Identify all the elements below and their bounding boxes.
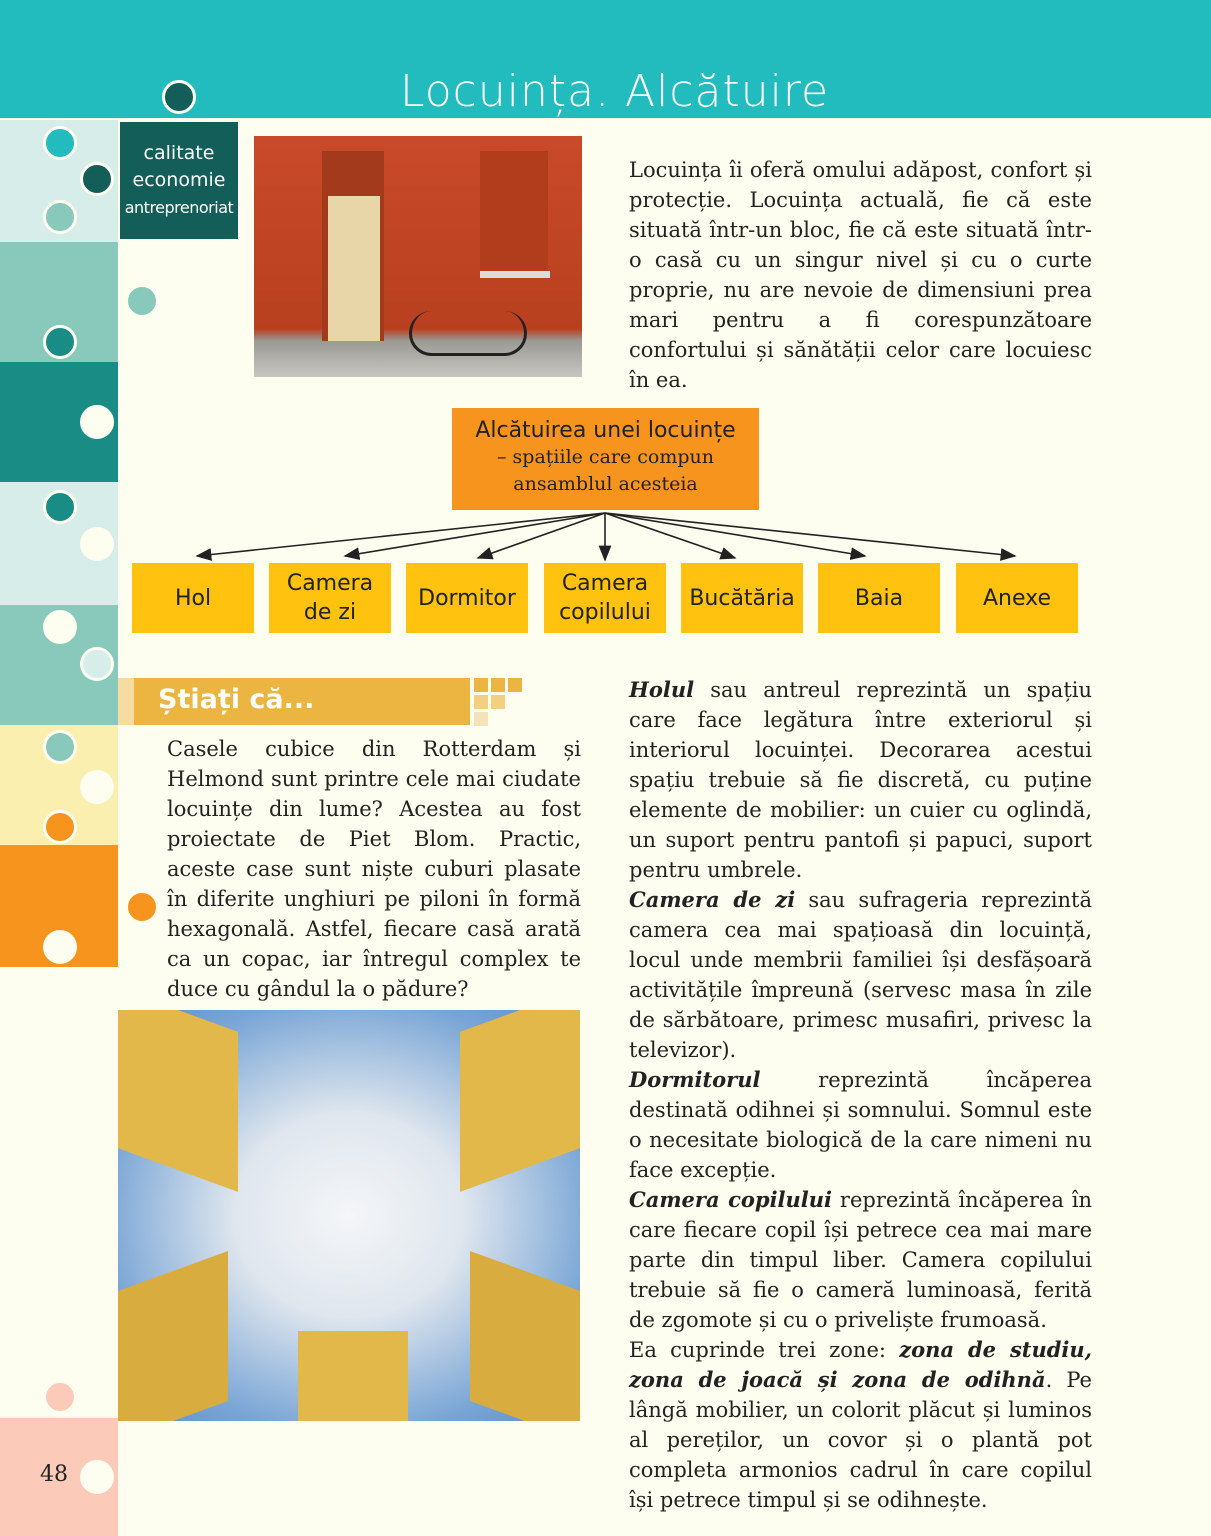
dormitor-text: reprezintă încăperea destinată odihnei și somnului. Somnul este o necesitate biologică de la care nimeni nu face excepție. (629, 1068, 1092, 1182)
camera-de-zi-text: sau sufrageria reprezintă camera cea mai spațioasă din locuință, locul unde membrii familiei își desfășoară activitățile împreună (servesc masa în zile de sărbătoare, primesc musafiri, privesc la televizor). (629, 888, 1092, 1062)
did-you-know-heading: Știați că... (158, 684, 315, 715)
diagram-subtitle-1: – spațiile care compun (497, 446, 714, 468)
room-bucataria (681, 563, 803, 633)
room-camera-de-zi (269, 563, 391, 633)
room-hol (132, 563, 254, 633)
room-label: Anexe (982, 585, 1052, 611)
tag-antreprenoriat: antreprenoriat (124, 198, 234, 217)
term-hol: Holul (629, 677, 695, 702)
page-number: 48 (40, 1462, 68, 1487)
room-anexe (956, 563, 1078, 633)
tag-calitate: calitate (143, 142, 215, 164)
cube-houses-photo (118, 1010, 580, 1421)
page-title: Locuința. Alcătuire (400, 66, 830, 117)
room-camera-copilului (544, 563, 666, 633)
diagram-root-box (452, 408, 759, 510)
room-label: Camera (561, 571, 649, 596)
rooms-description (629, 675, 1092, 1515)
zone-text: . Pe lângă mobilier, un colorit plăcut și luminos al pereților, un covor și o plantă pot completa armonios cadrul în care copilul își petrece timpul și se odihnește. (629, 1368, 1092, 1512)
intro-paragraph: Locuința îi oferă omului adăpost, confort și protecție. Locuința actuală, fie că este situată într-un bloc, fie că este situată într-o casă cu un singur nivel și cu o curte proprie, nu are nevoie de dimensiuni prea mari pentru a fi corespunzătoare confortului și sănătății celor care locuiesc în ea. (629, 158, 1092, 392)
room-label: copilului (559, 600, 651, 625)
tag-economie: economie (132, 169, 226, 191)
did-you-know-text: Casele cubice din Rotterdam și Helmond sunt printre cele mai ciudate locuințe din lume? Acestea au fost proiectate de Piet Blom. Practic, aceste case sunt niște cuburi plasate în diferite unghiuri pe piloni în formă hexagonală. Astfel, fiecare casă arată ca un copac, iar întregul complex te duce cu gândul la o pădure? (167, 737, 581, 1001)
camera-copilului-text: reprezintă încăperea în care fiecare copil își petrece cea mai mare parte din timpul liber. Camera copilului trebuie să fie o cameră luminoasă, ferită de zgomote și cu o priveliște frumoasă. (629, 1188, 1092, 1332)
diagram-subtitle-2: ansamblul acesteia (513, 473, 698, 495)
room-label: Hol (174, 585, 212, 611)
term-dormitor: Dormitorul (629, 1067, 761, 1092)
hol-text: sau antreul reprezintă un spațiu care face legătura între exteriorul și interiorul locuinței. Decorarea acestui spațiu trebuie să fie discretă, cu puține elemente de mobilier: un cuier cu oglindă, un suport pentru pantofi și papuci, suport pentru umbrele. (629, 678, 1092, 882)
room-label: Bucătăria (689, 585, 795, 611)
room-label: de zi (303, 600, 357, 625)
room-baia (818, 563, 940, 633)
term-camera-copilului: Camera copilului (629, 1187, 833, 1212)
room-dormitor (406, 563, 528, 633)
room-label: Dormitor (418, 585, 516, 611)
did-you-know-banner (118, 678, 470, 725)
zone-terms: zona de studiu, zona de joacă și zona de odihnă (629, 1337, 1092, 1392)
diagram-title: Alcătuirea unei locuințe (475, 418, 736, 443)
room-label: Camera (286, 571, 374, 596)
room-label: Baia (854, 585, 904, 611)
zone-intro: Ea cuprinde trei zone: (629, 1338, 900, 1362)
term-camera-de-zi: Camera de zi (629, 887, 796, 912)
